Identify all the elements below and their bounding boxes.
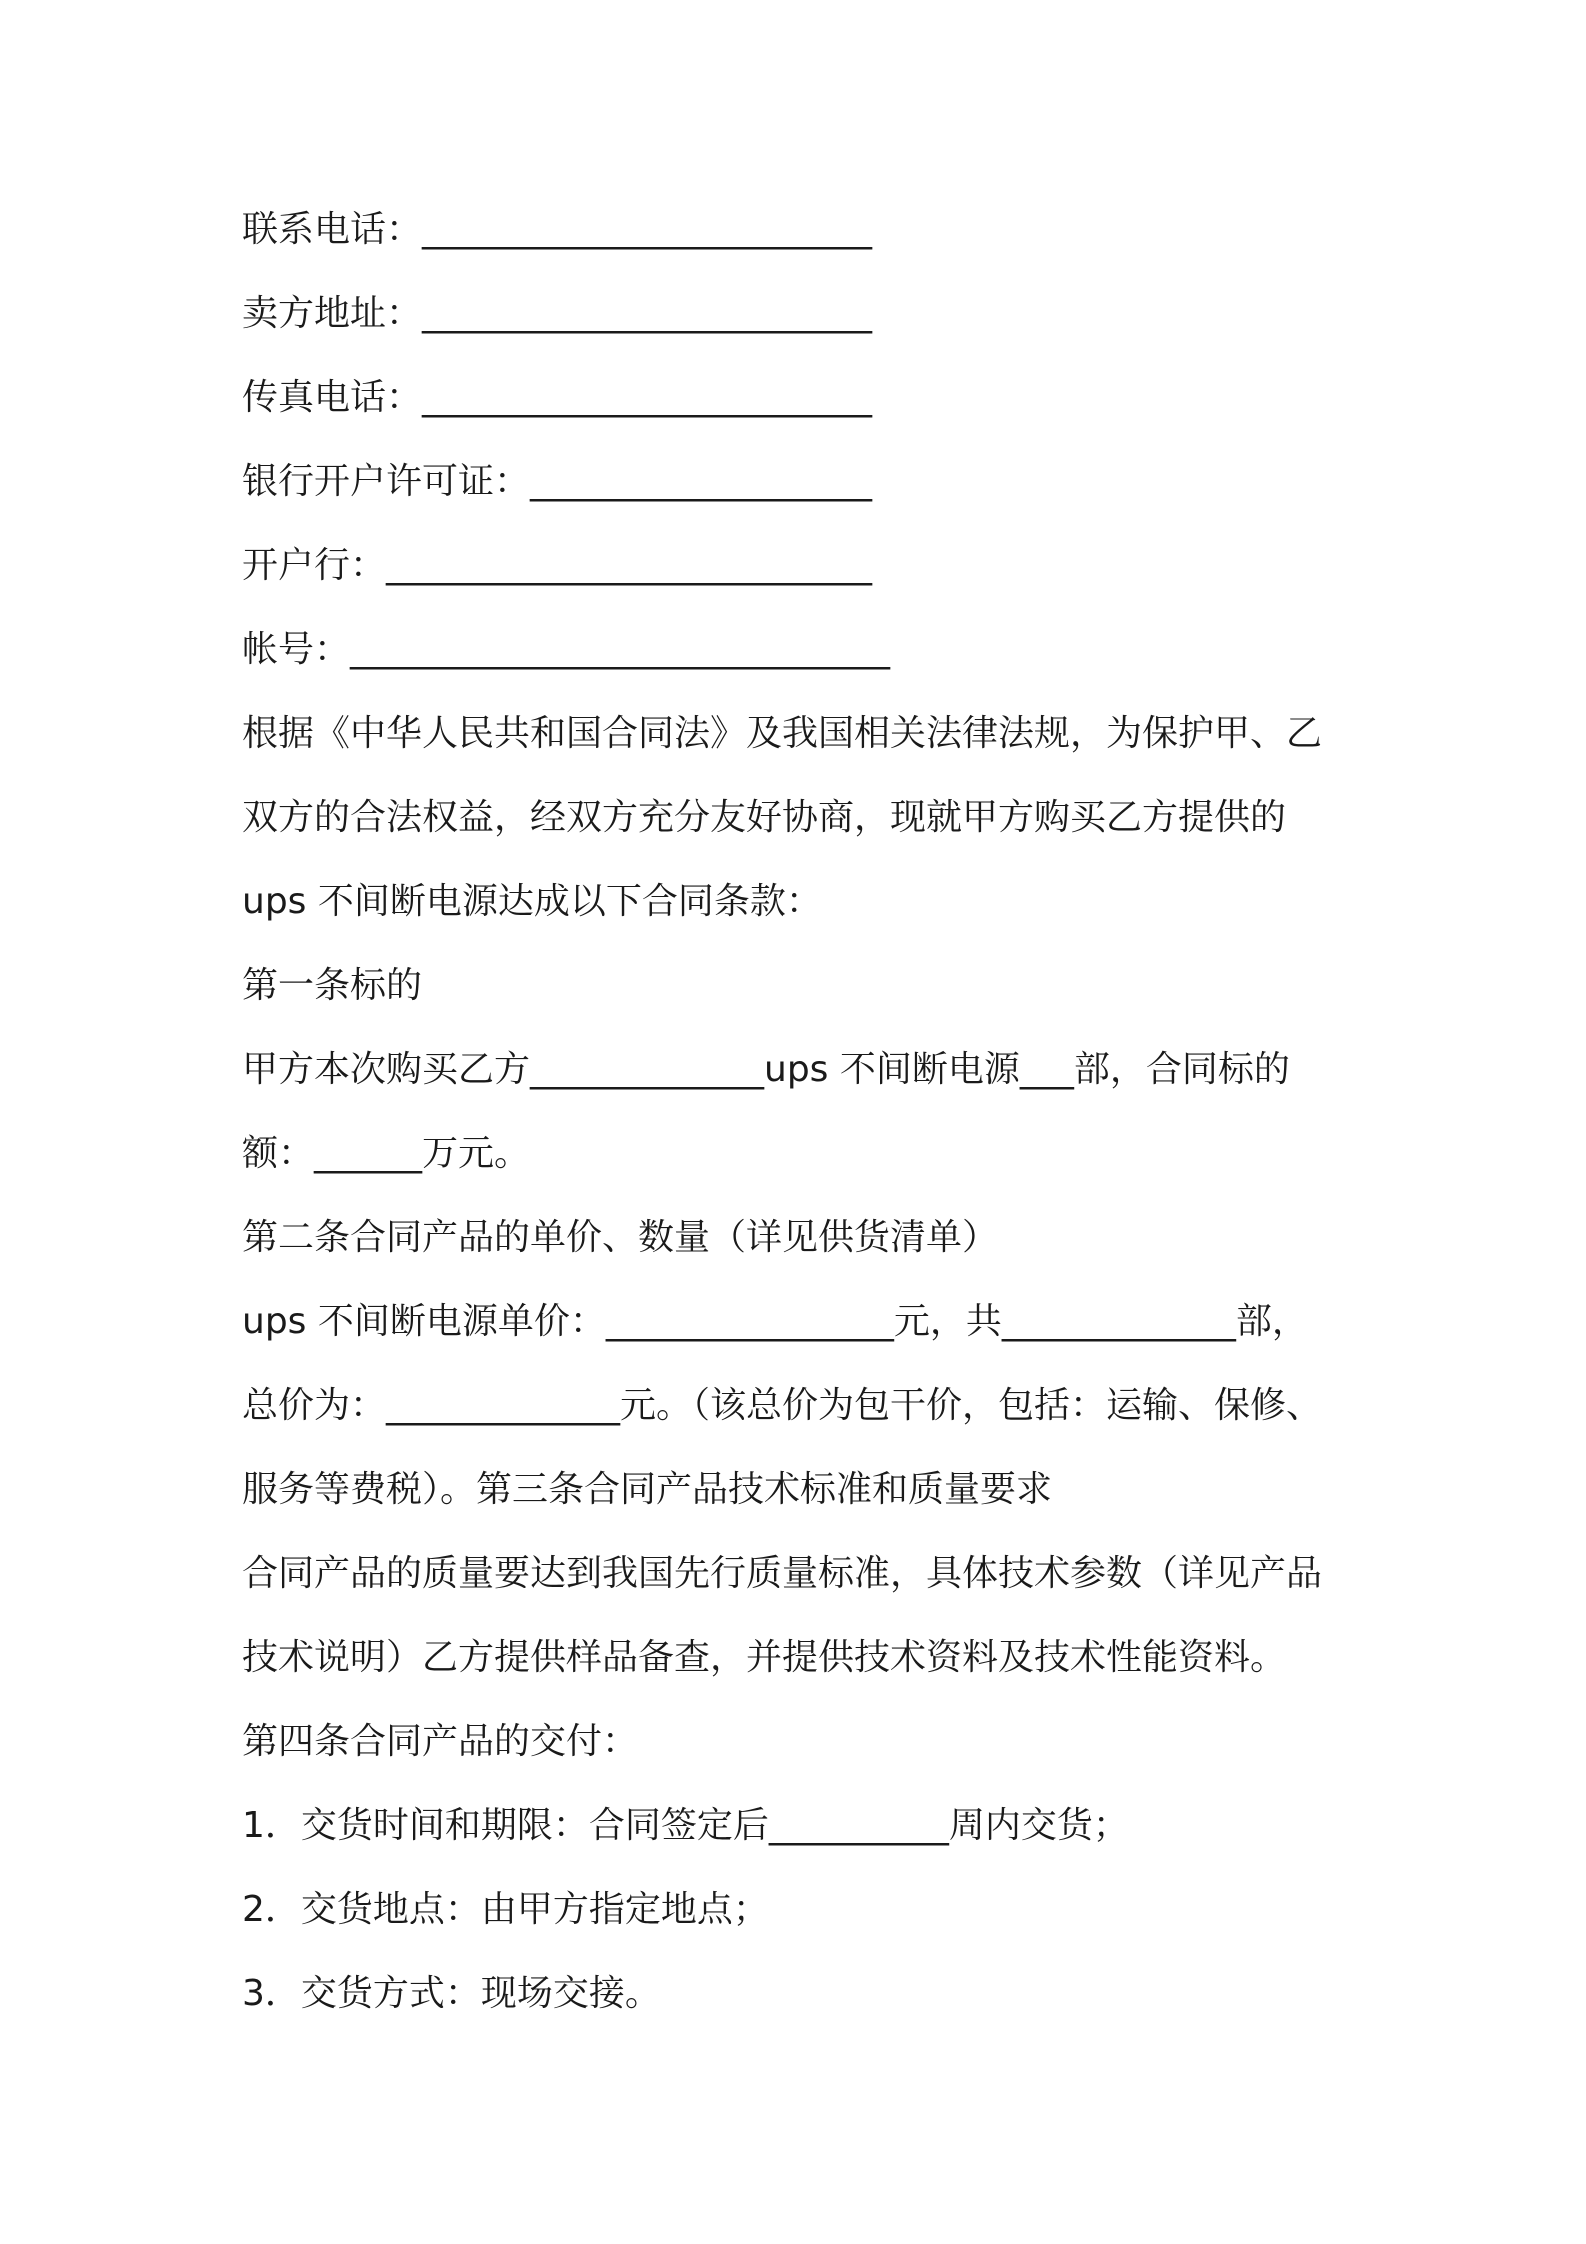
opening-bank-field: 开户行：___________________________: [242, 545, 873, 586]
article-1-heading: 第一条标的: [242, 965, 423, 1006]
article-1-text: 额：______万元。: [242, 1133, 531, 1174]
preamble-line: ups 不间断电源达成以下合同条款：: [242, 881, 822, 922]
preamble-line: 根据《中华人民共和国合同法》及我国相关法律法规，为保护甲、乙: [242, 713, 1323, 754]
article-3-text: 技术说明）乙方提供样品备查，并提供技术资料及技术性能资料。: [242, 1637, 1287, 1678]
delivery-item: 1．交货时间和期限：合同签定后__________周内交货；: [242, 1805, 1129, 1846]
seller-address-field: 卖方地址：_________________________: [242, 293, 873, 334]
delivery-item: 2．交货地点：由甲方指定地点；: [242, 1889, 769, 1930]
article-4-heading: 第四条合同产品的交付：: [242, 1721, 639, 1762]
article-2-text: ups 不间断电源单价：________________元，共_____________部，: [242, 1301, 1308, 1342]
article-3-text: 合同产品的质量要达到我国先行质量标准，具体技术参数（详见产品: [242, 1553, 1323, 1594]
preamble-line: 双方的合法权益，经双方充分友好协商，现就甲方购买乙方提供的: [242, 797, 1287, 838]
contract-body: [242, 200, 1362, 2048]
article-1-text: 甲方本次购买乙方_____________ups 不间断电源___部，合同标的: [242, 1049, 1290, 1090]
article-2-heading: 第二条合同产品的单价、数量（详见供货清单）: [242, 1217, 999, 1258]
article-3-heading: 服务等费税）。第三条合同产品技术标准和质量要求: [242, 1469, 1053, 1510]
article-2-text: 总价为：_____________元。（该总价为包干价，包括：运输、保修、: [242, 1385, 1323, 1426]
contact-phone-field: 联系电话：_________________________: [242, 209, 873, 250]
account-number-field: 帐号：______________________________: [242, 629, 891, 670]
fax-field: 传真电话：_________________________: [242, 377, 873, 418]
delivery-item: 3．交货方式：现场交接。: [242, 1973, 661, 2014]
bank-license-field: 银行开户许可证：___________________: [242, 461, 873, 502]
